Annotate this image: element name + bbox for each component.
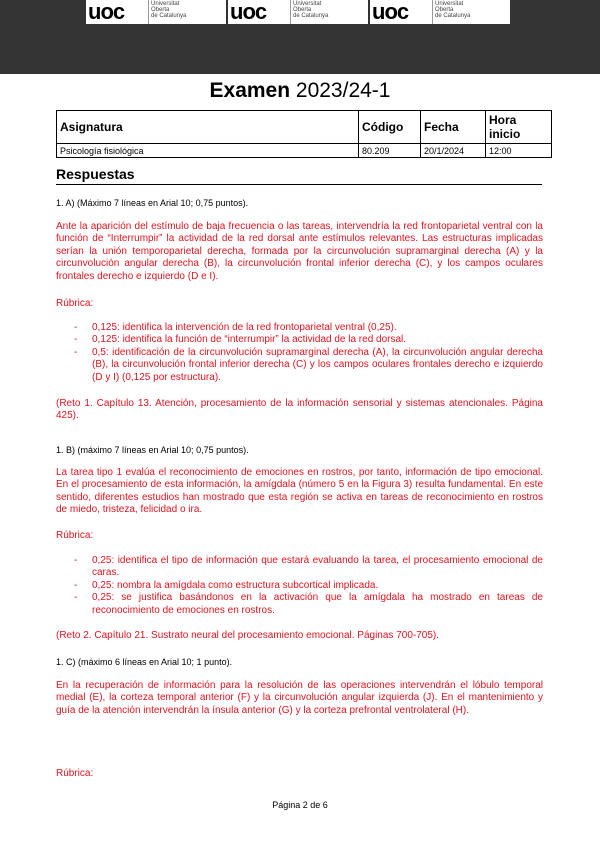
question-1a-rubric [56,322,543,384]
list-item: - 0,25: identifica el tipo de información que estará evaluando la tarea, el procesamiento emocional de caras. [56,555,543,580]
logo-line: de Catalunya [293,13,329,19]
logo-mark: uoc [230,0,267,24]
logo-line: Oberta [293,7,312,13]
uoc-logo [86,0,226,24]
question-1b-answer: La tarea tipo 1 evalúa el reconocimiento de emociones en rostros, por tanto, información de tipo emocional. En el procesamiento de esta información, la amígdala (número 5 en la Figura 3) resulta fundamental. En este sentido, diferentes estudios han mostrado que esta región se activa en tareas de reconocimiento en rostros de miedo, tristeza, felicidad o ira. [56,467,543,516]
logo-text [432,0,502,24]
question-1c-answer: En la recuperación de información para la resolución de las operaciones intervendrán el lóbulo temporal medial (E), la corteza temporal anterior (F) y la circunvolución angular izquierda (J). En el mantenimiento y guía de la atención intervendrán la ínsula anterior (G) y la corteza prefrontal ventrolateral (H). [56,680,543,716]
cell-asignatura: Psicología fisiológica [57,144,359,158]
logo-line: Oberta [151,7,170,13]
logo-line: de Catalunya [151,13,187,19]
uoc-logo [370,0,510,24]
logo-line: Universitat [435,1,464,7]
question-1a-reference: (Reto 1. Capítulo 13. Atención, procesamiento de la información sensorial y sistemas atencionales. Página 425). [56,398,543,422]
cell-fecha: 20/1/2024 [421,144,486,158]
question-1b-rubric [56,555,543,617]
section-title: Respuestas [56,166,542,185]
exam-title [0,78,600,104]
logo-mark: uoc [88,0,125,24]
list-item: - 0,5: identificación de la circunvolución supramarginal derecha (A), la circunvolución angular derecha (B), la circunvolución frontal inferior derecha (C) y los campos oculares frontales derecho e izquierdo (D y I) (0,125 por estructura). [56,347,543,384]
table-row [57,144,552,158]
list-item: - 0,125: identifica la intervención de la red frontoparietal ventral (0,25). [56,322,543,334]
logo-text [148,0,218,24]
question-1a-answer: Ante la aparición del estímulo de baja frecuencia o las tareas, intervendría la red frontoparietal ventral con la función de “Interrumpir” la actividad de la red dorsal ante estímulos relevantes. Las estructuras implicadas serían la unión temporoparietal derecha, formada por la circunvolución supramarginal derecha (A) y la circunvolución angular derecha (B), la circunvolución frontal inferior derecha (C), y los campos oculares frontales derecho e izquierdo (D e I). [56,221,543,282]
cell-codigo: 80.209 [359,144,421,158]
question-1c-rubric-label: Rúbrica: [56,768,94,779]
exam-title-bold: Examen [209,79,291,102]
header-bar [0,0,600,74]
logo-text [290,0,360,24]
question-1a-prompt: 1. A) (Máximo 7 líneas en Arial 10; 0,75 puntos). [56,198,249,208]
header-asignatura: Asignatura [57,111,359,144]
logo-mark: uoc [372,0,409,24]
exam-title-rest: 2023/24-1 [290,79,391,102]
question-1b-rubric-label: Rúbrica: [56,530,94,541]
logo-line: Universitat [293,1,322,7]
question-1c-prompt: 1. C) (máximo 6 líneas en Arial 10; 1 punto). [56,657,233,667]
question-1a-rubric-label: Rúbrica: [56,298,94,309]
header-codigo: Código [359,111,421,144]
header-fecha: Fecha [421,111,486,144]
logo-line: Oberta [435,7,454,13]
page-number: Página 2 de 6 [272,800,328,810]
header-hora: Hora inicio [486,111,552,144]
logo-line: de Catalunya [435,13,471,19]
list-item: - 0,25: nombra la amígdala como estructura subcortical implicada. [56,580,543,592]
list-item: - 0,125: identifica la función de “interrumpir” la actividad de la red dorsal. [56,334,543,346]
logo-line: Universitat [151,1,180,7]
table-header-row [57,111,552,144]
uoc-logo [228,0,368,24]
list-item: - 0,25: se justifica basándonos en la activación que la amígdala ha mostrado en tareas de reconocimiento de emociones en rostros. [56,592,543,617]
question-1b-reference: (Reto 2. Capítulo 21. Sustrato neural del procesamiento emocional. Páginas 700-705). [56,630,440,641]
question-1b-prompt: 1. B) (máximo 7 líneas en Arial 10; 0,75 puntos). [56,445,249,455]
cell-hora: 12:00 [486,144,552,158]
exam-info-table [56,110,552,158]
